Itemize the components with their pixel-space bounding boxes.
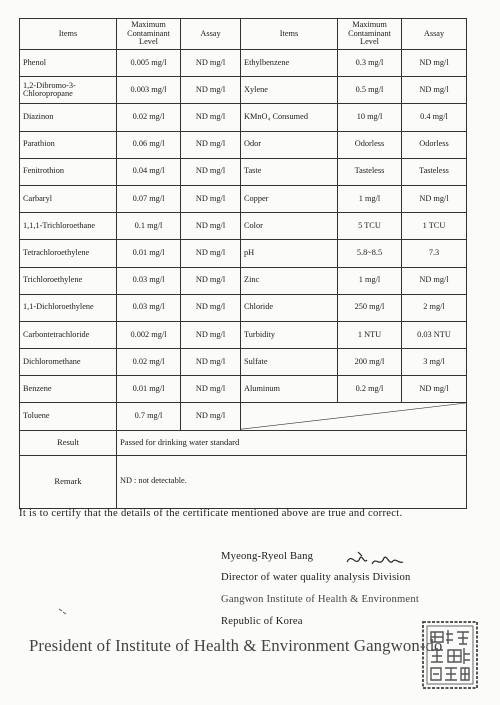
assay-left: ND mg/l — [181, 321, 241, 348]
table-body — [20, 50, 467, 431]
item-right: Chloride — [241, 294, 338, 321]
mcl-left: 0.005 mg/l — [117, 50, 181, 77]
assay-right: ND mg/l — [402, 376, 467, 403]
remark-row — [20, 455, 467, 508]
mcl-left: 0.01 mg/l — [117, 376, 181, 403]
table-row — [20, 321, 467, 348]
mcl-left: 0.01 mg/l — [117, 240, 181, 267]
mcl-right: Tasteless — [338, 158, 402, 185]
mcl-right: 5.8~8.5 — [338, 240, 402, 267]
assay-left: ND mg/l — [181, 240, 241, 267]
assay-right: 3 mg/l — [402, 349, 467, 376]
assay-right: 7.3 — [402, 240, 467, 267]
table-row — [20, 104, 467, 131]
table-row — [20, 349, 467, 376]
table-row — [20, 158, 467, 185]
mcl-left: 0.04 mg/l — [117, 158, 181, 185]
table-row — [20, 267, 467, 294]
mcl-right: 1 mg/l — [338, 185, 402, 212]
header-items: Items — [20, 19, 117, 50]
item-left: Diazinon — [20, 104, 117, 131]
assay-left: ND mg/l — [181, 294, 241, 321]
assay-left: ND mg/l — [181, 50, 241, 77]
president-line: President of Institute of Health & Environment Gangwon-do — [29, 636, 443, 655]
table-row — [20, 77, 467, 104]
results-table — [19, 18, 467, 509]
header-assay: Assay — [402, 19, 467, 50]
official-seal-icon — [421, 620, 479, 695]
item-left: Carbontetrachloride — [20, 321, 117, 348]
assay-right: ND mg/l — [402, 185, 467, 212]
assay-right: 0.4 mg/l — [402, 104, 467, 131]
mcl-left: 0.002 mg/l — [117, 321, 181, 348]
signer-institute: Gangwon Institute of Health & Environment — [221, 594, 419, 605]
mcl-left: 0.02 mg/l — [117, 104, 181, 131]
mcl-right: 0.2 mg/l — [338, 376, 402, 403]
assay-right: ND mg/l — [402, 77, 467, 104]
assay-right: ND mg/l — [402, 267, 467, 294]
mcl-right: 10 mg/l — [338, 104, 402, 131]
mcl-left: 0.02 mg/l — [117, 349, 181, 376]
result-text: Passed for drinking water standard — [117, 430, 467, 455]
item-left: Tetrachloroethylene — [20, 240, 117, 267]
item-right: Ethylbenzene — [241, 50, 338, 77]
table-row — [20, 50, 467, 77]
assay-right: Odorless — [402, 131, 467, 158]
mcl-left: 0.7 mg/l — [117, 403, 181, 430]
item-right: Turbidity — [241, 321, 338, 348]
header-mcl: Maximum Contaminant Level — [338, 19, 402, 50]
header-mcl: Maximum Contaminant Level — [117, 19, 181, 50]
table-row — [20, 294, 467, 321]
signer-country: Republic of Korea — [221, 616, 303, 627]
assay-left: ND mg/l — [181, 213, 241, 240]
assay-left: ND mg/l — [181, 104, 241, 131]
assay-left: ND mg/l — [181, 185, 241, 212]
assay-right: ND mg/l — [402, 50, 467, 77]
item-right: Copper — [241, 185, 338, 212]
item-left: 1,1,1-Trichloroethane — [20, 213, 117, 240]
item-right: pH — [241, 240, 338, 267]
assay-left: ND mg/l — [181, 131, 241, 158]
table-row — [20, 240, 467, 267]
mcl-right: 0.3 mg/l — [338, 50, 402, 77]
assay-right: 2 mg/l — [402, 294, 467, 321]
table-row — [20, 185, 467, 212]
assay-left: ND mg/l — [181, 267, 241, 294]
assay-left: ND mg/l — [181, 376, 241, 403]
table-header-row — [20, 19, 467, 50]
table-row — [20, 376, 467, 403]
header-assay: Assay — [181, 19, 241, 50]
item-right: Aluminum — [241, 376, 338, 403]
mcl-left: 0.03 mg/l — [117, 294, 181, 321]
item-left: Phenol — [20, 50, 117, 77]
mcl-left: 0.003 mg/l — [117, 77, 181, 104]
assay-right: 0.03 NTU — [402, 321, 467, 348]
item-left: Toluene — [20, 403, 117, 430]
item-left: Trichloroethylene — [20, 267, 117, 294]
item-right: Sulfate — [241, 349, 338, 376]
item-left: 1,2-Dibromo-3-Chloropropane — [20, 77, 117, 104]
item-left: 1,1-Dichloroethylene — [20, 294, 117, 321]
table-row — [20, 131, 467, 158]
item-right: Taste — [241, 158, 338, 185]
mcl-left: 0.06 mg/l — [117, 131, 181, 158]
certification-statement: It is to certify that the details of the certificate mentioned above are true and correct. — [19, 508, 403, 519]
mcl-right: 1 mg/l — [338, 267, 402, 294]
table-row — [20, 213, 467, 240]
header-items: Items — [241, 19, 338, 50]
assay-right: 1 TCU — [402, 213, 467, 240]
mcl-right: 0.5 mg/l — [338, 77, 402, 104]
item-left: Parathion — [20, 131, 117, 158]
mcl-right: 250 mg/l — [338, 294, 402, 321]
item-right: Zinc — [241, 267, 338, 294]
mcl-right: 200 mg/l — [338, 349, 402, 376]
item-right: Color — [241, 213, 338, 240]
mcl-right: 1 NTU — [338, 321, 402, 348]
item-right: KMnO₄ Consumed — [241, 104, 338, 131]
mcl-left: 0.03 mg/l — [117, 267, 181, 294]
strike-line-icon — [241, 403, 466, 429]
scan-mark-icon — [58, 602, 68, 620]
item-left: Carbaryl — [20, 185, 117, 212]
item-left: Benzene — [20, 376, 117, 403]
empty-cell — [241, 403, 467, 430]
item-right: Xylene — [241, 77, 338, 104]
item-right: Odor — [241, 131, 338, 158]
item-left: Dichloromethane — [20, 349, 117, 376]
signer-name: Myeong-Ryeol Bang — [221, 551, 314, 562]
assay-left: ND mg/l — [181, 158, 241, 185]
assay-left: ND mg/l — [181, 77, 241, 104]
mcl-right: 5 TCU — [338, 213, 402, 240]
remark-text: ND : not detectable. — [117, 455, 467, 508]
mcl-right: Odorless — [338, 131, 402, 158]
remark-label: Remark — [20, 455, 117, 508]
result-label: Result — [20, 430, 117, 455]
assay-left: ND mg/l — [181, 403, 241, 430]
mcl-left: 0.07 mg/l — [117, 185, 181, 212]
assay-right: Tasteless — [402, 158, 467, 185]
result-row — [20, 430, 467, 455]
mcl-left: 0.1 mg/l — [117, 213, 181, 240]
signer-title: Director of water quality analysis Division — [221, 572, 411, 583]
assay-left: ND mg/l — [181, 349, 241, 376]
table-row — [20, 403, 467, 430]
item-left: Fenitrothion — [20, 158, 117, 185]
